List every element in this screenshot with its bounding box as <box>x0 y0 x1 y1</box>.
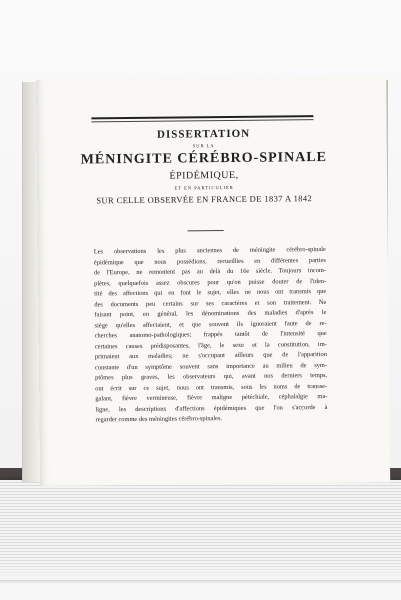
title-dissertation: DISSERTATION <box>156 127 251 141</box>
body-paragraph <box>94 245 328 426</box>
body-line: cherches anatomo-pathologiques; frappés tantôt de l'intensité que <box>94 329 327 340</box>
body-line: primaient aux maladies; ne s'occupant ailleurs que de l'apparition <box>94 350 327 361</box>
body-line: des documents peu certains sur ses caractères et son traitement. Ne <box>94 298 327 308</box>
title-subtitle: SUR CELLE OBSERVÉE EN FRANCE DE 1837 A 1842 <box>96 193 313 206</box>
title-rule-thin <box>91 119 313 122</box>
page-stack-fade <box>0 560 401 600</box>
body-line: de l'Europe, ne remontent pas au delà du 16e siècle. Toujours incom- <box>93 266 327 277</box>
body-line: siège qu'elles affectaient, et que souvent ils ignoraient faute de re- <box>94 319 327 329</box>
body-line: regarder comme des méningites cérébro-spinales. <box>95 415 223 424</box>
title-block <box>77 127 332 206</box>
body-line: tité des affections qui en font le sujet, elles ne nous ont transmis que <box>94 287 327 298</box>
body-line: épidémique que nous possédions, recueillies en différentes parties <box>93 256 326 266</box>
body-line: ligne, les descriptions d'affections épidémiques que l'on s'accorde à <box>95 403 328 413</box>
body-line: constante d'un symptôme souvent sans importance au milieu de sym- <box>94 361 328 371</box>
book-page <box>36 76 390 486</box>
title-epidemique: ÉPIDÉMIQUE, <box>169 169 239 182</box>
title-sur-la: SUR LA <box>192 143 215 149</box>
body-line: ont écrit sur ce sujet, nous ont transmis, sous les noms de transse- <box>95 382 328 392</box>
body-line: plètes, quelquefois assez obscures pour qu'on puisse douter de l'iden- <box>94 277 327 287</box>
body-line: faisant point, en général, les dénominations des maladies d'après le <box>94 308 327 319</box>
body-line: Les observations les plus anciennes de méningite cérébro-spinale <box>93 245 326 256</box>
body-line: certaines causes prédisposantes, l'âge, le sexe et la constitution, im- <box>94 340 327 350</box>
title-en-particulier: ET EN PARTICULIER <box>174 184 234 191</box>
body-line: ptômes plus graves, les observateurs qui, avant nos derniers temps, <box>95 371 328 382</box>
separator-rule <box>188 230 224 231</box>
title-main: MÉNINGITE CÉRÉBRO-SPINALE <box>80 149 328 168</box>
body-line: galant, fièvre vermineuse, fièvre maligne pétéchiale, céphalalgie ma- <box>95 392 328 403</box>
